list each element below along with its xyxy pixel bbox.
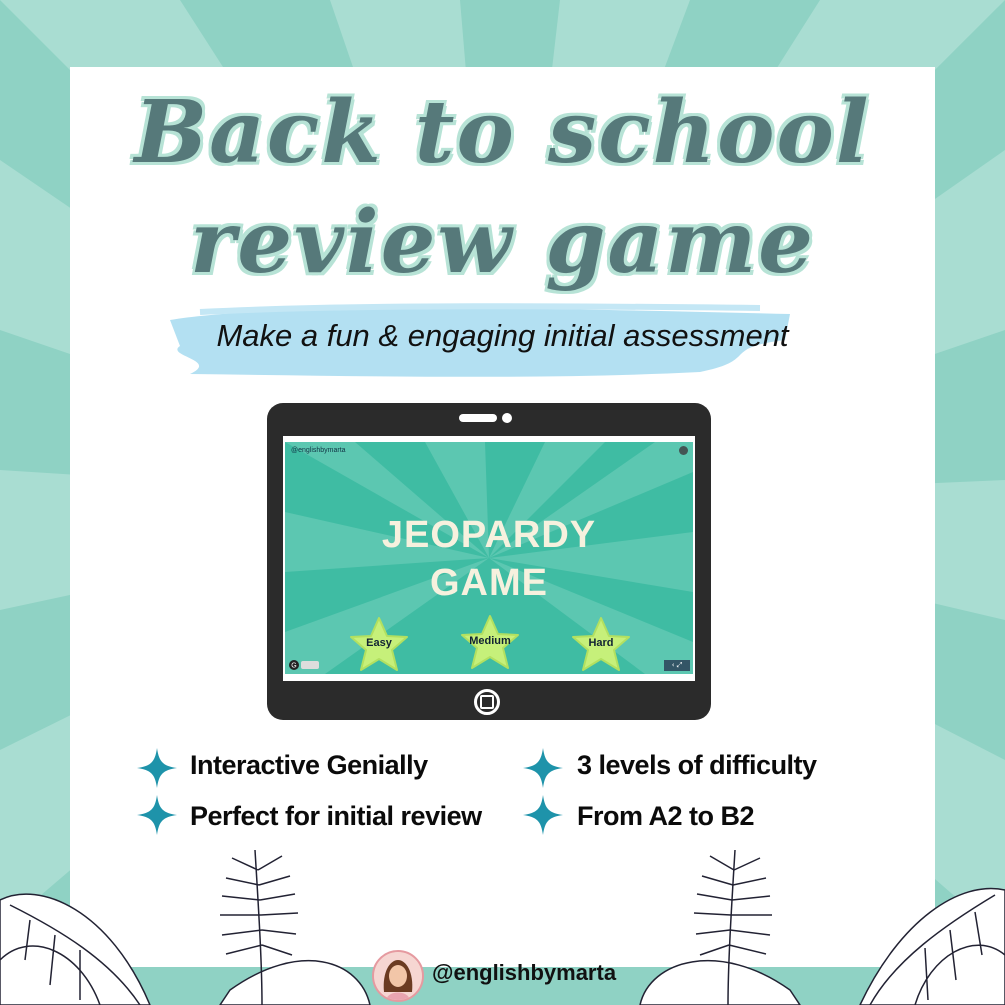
footer-handle: @englishbymarta	[432, 960, 617, 985]
genially-logo	[288, 659, 320, 671]
subtitle: Make a fun & engaging initial assessment	[216, 318, 789, 353]
feature-perfect-for-initial-review: Perfect for initial review	[190, 801, 482, 831]
level-label-medium: Medium	[469, 635, 511, 647]
level-label-hard: Hard	[588, 637, 614, 649]
feature-a2-to-b2: From A2 to B2	[577, 801, 755, 831]
lock-icon[interactable]	[679, 446, 688, 455]
feature-interactive-genially: Interactive Genially	[190, 750, 428, 780]
title-line-1: Back to school	[134, 82, 871, 183]
speaker-icon	[459, 414, 497, 422]
screen-handle: @englishbymarta	[291, 447, 346, 454]
hard-star-button[interactable]	[571, 616, 631, 672]
sparkle-icon	[523, 795, 563, 835]
tablet-screen	[283, 436, 695, 681]
medium-star-button[interactable]	[460, 614, 520, 670]
share-fullscreen-controls[interactable]: ‹ ⤢	[664, 660, 690, 671]
title-line-2: review game	[190, 192, 815, 293]
home-button-icon[interactable]	[474, 689, 500, 715]
feature-levels-of-difficulty: 3 levels of difficulty	[577, 750, 817, 780]
sparkle-icon	[137, 795, 177, 835]
svg-text:G: G	[291, 662, 297, 670]
sparkle-icon	[137, 748, 177, 788]
game-title-line-2: GAME	[430, 562, 548, 604]
level-label-easy: Easy	[366, 637, 392, 649]
easy-star-button[interactable]	[349, 616, 409, 672]
game-title-line-1: JEOPARDY	[381, 514, 597, 556]
avatar	[372, 950, 424, 1002]
game-screen	[285, 442, 693, 674]
tablet-frame	[267, 403, 711, 720]
sparkle-icon	[523, 748, 563, 788]
camera-icon	[502, 413, 512, 423]
